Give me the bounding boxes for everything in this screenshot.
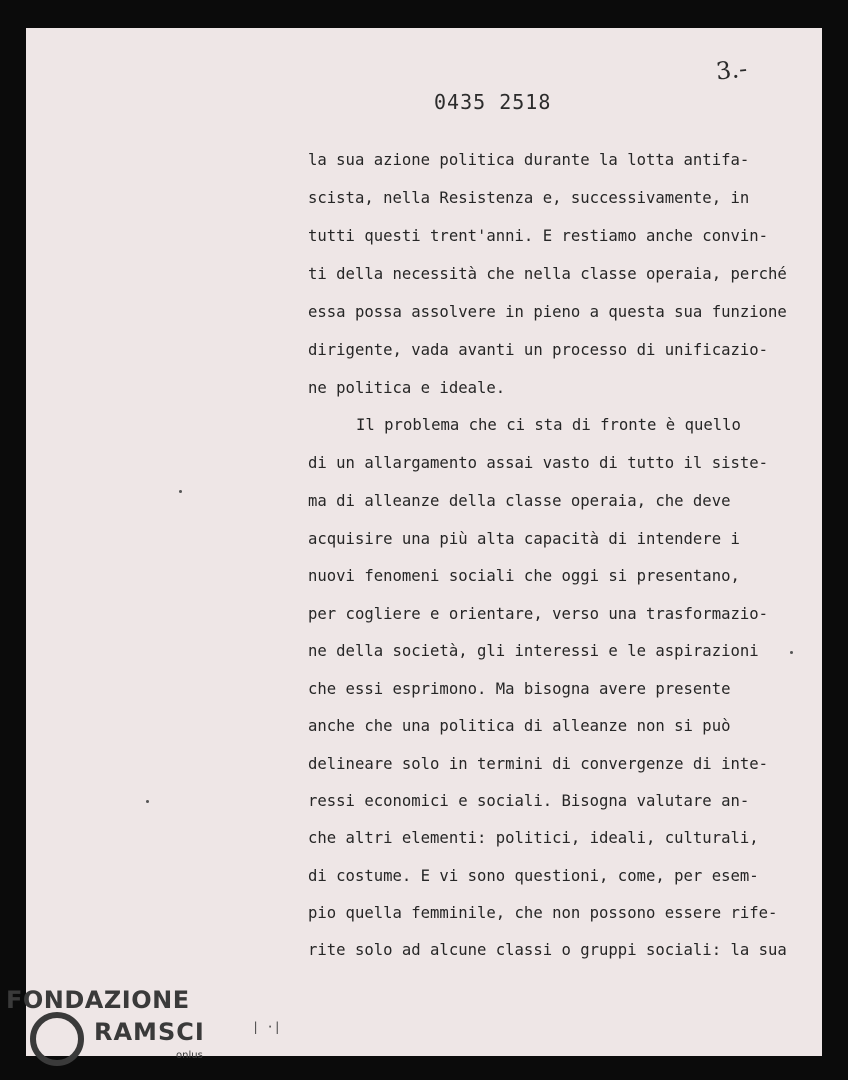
text-line: Il problema che ci sta di fronte è quello bbox=[356, 416, 741, 434]
page-number-handwritten: 3.- bbox=[714, 54, 749, 86]
watermark-line1: FONDAZIONE bbox=[6, 986, 190, 1014]
text-line: ma di alleanze della classe operaia, che deve bbox=[308, 492, 731, 510]
margin-mark: | ·| bbox=[252, 1020, 281, 1034]
text-line: rite solo ad alcune classi o gruppi sociali: la sua bbox=[308, 941, 787, 959]
text-line: ti della necessità che nella classe operaia, perché bbox=[308, 265, 787, 283]
text-line: scista, nella Resistenza e, successivamente, in bbox=[308, 189, 750, 207]
text-line: acquisire una più alta capacità di intendere i bbox=[308, 530, 740, 548]
text-line: ne politica e ideale. bbox=[308, 379, 506, 397]
text-line: la sua azione politica durante la lotta antifa- bbox=[308, 151, 750, 169]
archive-code: 0435 2518 bbox=[434, 90, 552, 114]
text-line: anche che una politica di alleanze non si può bbox=[308, 717, 731, 735]
paper-speck bbox=[146, 800, 149, 803]
text-line: ressi economici e sociali. Bisogna valutare an- bbox=[308, 792, 750, 810]
text-line: delineare solo in termini di convergenze di inte- bbox=[308, 755, 769, 773]
text-line: dirigente, vada avanti un processo di unificazio- bbox=[308, 341, 769, 359]
watermark-line3: onlus bbox=[176, 1050, 203, 1061]
paper-speck bbox=[179, 490, 182, 493]
text-line: tutti questi trent'anni. E restiamo anche convin- bbox=[308, 227, 769, 245]
text-line: per cogliere e orientare, verso una trasformazio- bbox=[308, 605, 769, 623]
text-line: essa possa assolvere in pieno a questa sua funzione bbox=[308, 303, 787, 321]
text-line: che altri elementi: politici, ideali, culturali, bbox=[308, 829, 759, 847]
text-line: che essi esprimono. Ma bisogna avere presente bbox=[308, 680, 731, 698]
text-line: di un allargamento assai vasto di tutto il siste- bbox=[308, 454, 769, 472]
gramsci-g-logo-icon bbox=[30, 1012, 84, 1066]
text-line: di costume. E vi sono questioni, come, per esem- bbox=[308, 867, 759, 885]
text-line: ne della società, gli interessi e le aspirazioni bbox=[308, 642, 759, 660]
text-line: nuovi fenomeni sociali che oggi si presentano, bbox=[308, 567, 740, 585]
watermark-line2: RAMSCI bbox=[94, 1018, 205, 1046]
paper-speck bbox=[790, 651, 793, 654]
text-line: pio quella femminile, che non possono essere rife- bbox=[308, 904, 778, 922]
fondazione-gramsci-watermark bbox=[6, 988, 190, 1012]
